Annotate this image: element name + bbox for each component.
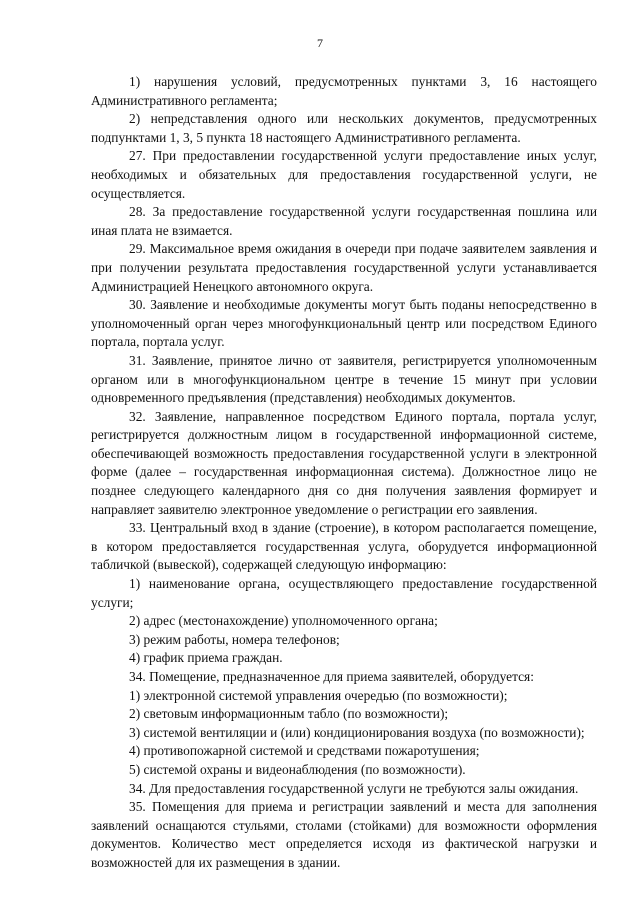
document-body [91,73,597,873]
paragraph: 3) режим работы, номера телефонов; [129,631,340,647]
paragraph: 2) адрес (местонахождение) уполномоченного органа; [129,613,438,629]
paragraph: 29. Максимальное время ожидания в очереди при подаче заявителем заявления и при получении результата предоставления государственной услуги устанавливается Администрацией Ненецкого автономного округа. [91,241,597,294]
paragraph: 34. Для предоставления государственной услуги не требуются залы ожидания. [129,780,579,796]
paragraph: 31. Заявление, принятое лично от заявителя, регистрируется уполномоченным органом или в многофункциональном центре в течение 15 минут при условии одновременного предъявления (представления) необходимых документов. [91,352,597,406]
paragraph: 5) системой охраны и видеонаблюдения (по возможности). [129,761,466,777]
paragraph: 1) нарушения условий, предусмотренных пунктами 3, 16 настоящего Административного регламента; [91,74,597,108]
paragraph: 3) системой вентиляции и (или) кондиционирования воздуха (по возможности); [129,724,585,740]
paragraph: 35. Помещения для приема и регистрации заявлений и места для заполнения заявлений оснащаются стульями, столами (стойками) для возможности оформления документов. Количество мест определяется исходя из фактической нагрузки и возможностей для их размещения в здании. [91,799,597,870]
paragraph: 2) непредставления одного или нескольких документов, предусмотренных подпунктами 1, 3, 5 пункта 18 настоящего Административного регламента. [91,111,597,145]
paragraph: 30. Заявление и необходимые документы могут быть поданы непосредственно в уполномоченный орган через многофункциональный центр или посредством Единого портала, портала услуг. [91,297,597,350]
paragraph: 33. Центральный вход в здание (строение), в котором располагается помещение, в котором предоставляется государственная услуга, оборудуется информационной табличкой (вывеской), содержащей следующую информацию: [91,520,597,573]
paragraph: 4) противопожарной системой и средствами пожаротушения; [129,743,480,759]
paragraph: 27. При предоставлении государственной услуги предоставление иных услуг, необходимых и обязательных для предоставления государственной услуги, не осуществляется. [91,148,597,201]
paragraph: 32. Заявление, направленное посредством Единого портала, портала услуг, регистрируется должностным лицом в государственной информационной системе, обеспечивающей возможность предоставления государственной услуги в электронной форме (далее – государственная информационная система). Должностное лицо не позднее следующего календарного дня со дня получения заявления формирует и направляет заявителю электронное уведомление о регистрации его заявления. [91,408,597,517]
paragraph: 2) световым информационным табло (по возможности); [129,706,449,722]
paragraph: 1) электронной системой управления очередью (по возможности); [129,687,508,703]
paragraph: 1) наименование органа, осуществляющего предоставление государственной услуги; [91,576,597,610]
paragraph: 28. За предоставление государственной услуги государственная пошлина или иная плата не взимается. [91,204,597,238]
paragraph: 34. Помещение, предназначенное для приема заявителей, оборудуется: [129,669,534,684]
paragraph: 4) график приема граждан. [129,650,283,666]
page-number: 7 [317,36,323,50]
